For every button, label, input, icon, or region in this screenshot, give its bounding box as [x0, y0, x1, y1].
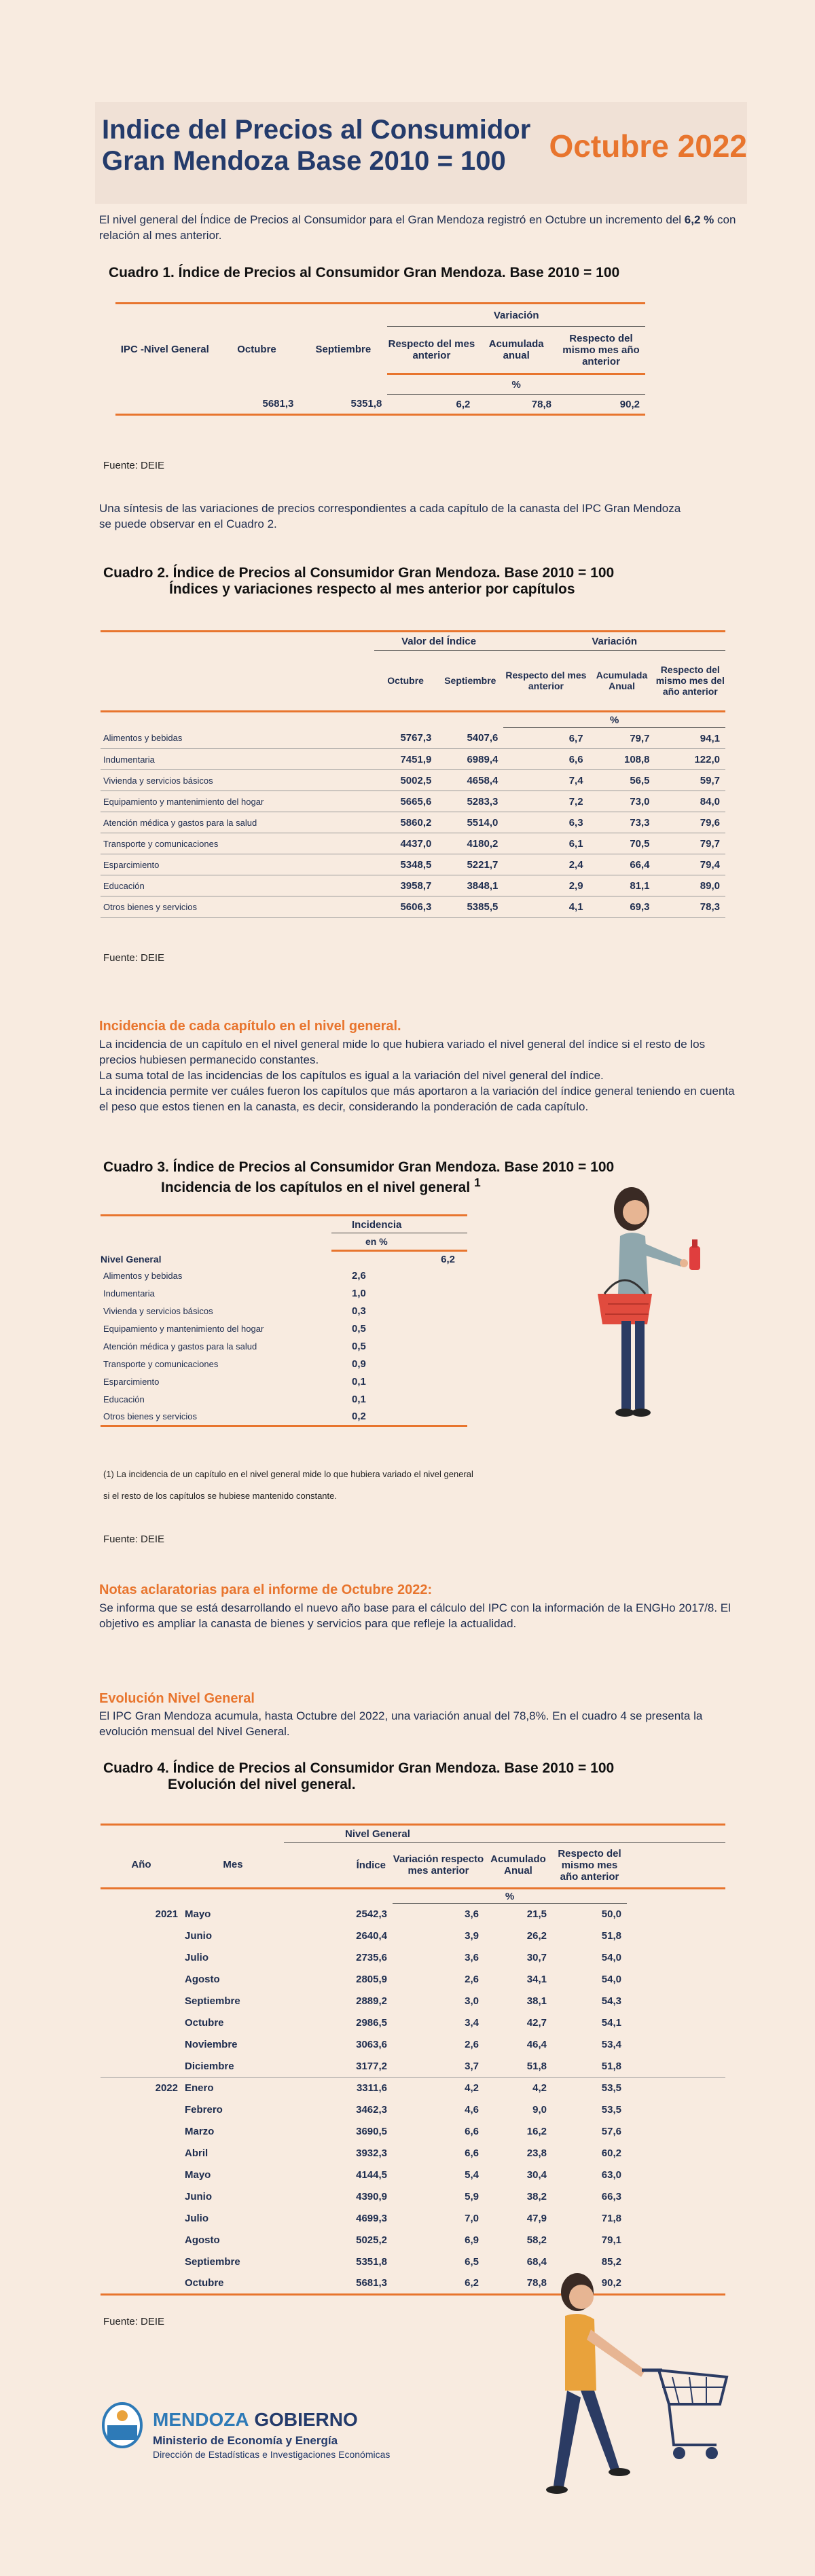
mismo-cell: 57,6 — [601, 2126, 621, 2137]
value-cell: 4180,2 — [467, 837, 499, 850]
mismo-cell: 53,4 — [601, 2039, 621, 2050]
table-row — [101, 854, 725, 875]
cuadro1-val-acum: 78,8 — [531, 398, 551, 410]
anio-cell — [101, 2186, 182, 2208]
table-row — [101, 2164, 725, 2186]
mes-cell: Julio — [185, 1952, 209, 1963]
evolucion-heading: Evolución Nivel General — [99, 1691, 255, 1706]
acum-cell: 38,2 — [526, 2191, 547, 2202]
mes-cell: Septiembre — [185, 2256, 240, 2268]
cuadro1-col-mes: Respecto del mes anterior — [388, 338, 475, 361]
var-cell: 3,7 — [465, 2060, 479, 2072]
mes-cell: Agosto — [185, 2234, 220, 2246]
cuadro3-unit: en % — [331, 1233, 467, 1251]
acum-cell: 9,0 — [532, 2104, 547, 2116]
value-cell: 69,3 — [630, 901, 650, 913]
table-row — [101, 2099, 725, 2121]
acum-cell: 4,2 — [532, 2082, 547, 2094]
var-cell: 7,0 — [465, 2213, 479, 2224]
cuadro3-col: Incidencia — [331, 1216, 467, 1233]
mes-cell: Agosto — [185, 1974, 220, 1985]
mismo-cell: 53,5 — [601, 2082, 621, 2094]
table-row — [101, 2121, 725, 2143]
brand-mendoza: MENDOZA — [153, 2409, 249, 2430]
cuadro1-variacion: Variación — [387, 304, 645, 327]
acum-cell: 26,2 — [526, 1930, 547, 1942]
cuadro1-title: Cuadro 1. Índice de Precios al Consumidor Gran Mendoza. Base 2010 = 100 — [109, 265, 620, 280]
value-cell: 3848,1 — [467, 879, 499, 892]
mes-cell: Septiembre — [185, 1995, 240, 2007]
value-cell: 6,3 — [568, 816, 583, 829]
cuadro2-table — [101, 630, 725, 918]
incidencia-paragraph — [99, 1036, 738, 1114]
incidencia-p1: La incidencia de un capítulo en el nivel general mide lo que hubiera variado el nivel general del índice si el resto de los precios hubiesen permanecido constantes. — [99, 1038, 706, 1066]
table-row — [101, 728, 725, 749]
var-cell: 6,5 — [465, 2256, 479, 2268]
intro-paragraph — [99, 212, 738, 243]
incidencia-p2: La suma total de las incidencias de los capítulos es igual a la variación del nivel general del índice. — [99, 1069, 604, 1082]
value-cell: 5860,2 — [400, 816, 432, 829]
anio-cell — [101, 2230, 182, 2251]
table-row — [101, 1303, 467, 1320]
value-cell: 0,9 — [352, 1358, 366, 1370]
acum-cell: 68,4 — [526, 2256, 547, 2268]
category-cell: Vivienda y servicios básicos — [103, 1306, 213, 1316]
mes-cell: Enero — [185, 2082, 214, 2094]
evolucion-paragraph: El IPC Gran Mendoza acumula, hasta Octubre del 2022, una variación anual del 78,8%. En el cuadro 4 se presenta la evolución mensual del Nivel General. — [99, 1709, 703, 1738]
table-row — [101, 1285, 467, 1303]
cuadro1-val-mes: 6,2 — [456, 398, 471, 410]
value-cell: 89,0 — [700, 879, 720, 892]
value-cell: 79,7 — [630, 732, 650, 744]
anio-cell — [101, 2143, 182, 2164]
cuadro3-title-text: Cuadro 3. Índice de Precios al Consumidor Gran Mendoza. Base 2010 = 100 — [103, 1159, 615, 1175]
anio-cell: 2021 — [155, 1908, 178, 1920]
cuadro1-table — [115, 302, 645, 416]
ind-cell: 4699,3 — [356, 2213, 387, 2224]
table-row — [101, 2186, 725, 2208]
ind-cell: 5025,2 — [356, 2234, 387, 2246]
anio-cell — [101, 2012, 182, 2034]
mismo-cell: 53,5 — [601, 2104, 621, 2116]
mes-cell: Mayo — [185, 1908, 211, 1920]
ind-cell: 3690,5 — [356, 2126, 387, 2137]
category-cell: Alimentos y bebidas — [103, 1271, 183, 1281]
var-cell: 4,2 — [465, 2082, 479, 2094]
anio-cell — [101, 1991, 182, 2012]
mes-cell: Octubre — [185, 2017, 224, 2029]
table-row — [101, 1391, 467, 1409]
shopper-basket-illustration — [581, 1178, 717, 1450]
ind-cell: 3932,3 — [356, 2147, 387, 2159]
cuadro4-fuente: Fuente: DEIE — [103, 2316, 165, 2327]
category-cell: Alimentos y bebidas — [103, 733, 183, 744]
brand-ministry: Ministerio de Economía y Energía — [153, 2434, 338, 2447]
var-cell: 2,6 — [465, 2039, 479, 2050]
cuadro4-subtitle: Evolución del nivel general. — [168, 1777, 356, 1792]
table-row — [101, 2012, 725, 2034]
cuadro3-nivel-value: 6,2 — [441, 1253, 455, 1265]
report-title — [102, 114, 530, 177]
intro-text-end: con relación al mes anterior. — [99, 213, 736, 242]
table-row — [101, 2230, 725, 2251]
var-cell: 6,6 — [465, 2147, 479, 2159]
ind-cell: 3063,6 — [356, 2039, 387, 2050]
anio-cell — [101, 2034, 182, 2056]
value-cell: 1,0 — [352, 1288, 366, 1299]
value-cell: 0,3 — [352, 1305, 366, 1317]
value-cell: 5283,3 — [467, 795, 499, 808]
value-cell: 7,4 — [568, 774, 583, 786]
cuadro1-col-acum: Acumulada anual — [488, 338, 544, 361]
value-cell: 5665,6 — [400, 795, 432, 808]
title-line-1: Indice del Precios al Consumidor — [102, 115, 531, 145]
anio-cell — [101, 2273, 182, 2295]
cuadro1-val-sep: 5351,8 — [350, 398, 382, 410]
mismo-cell: 60,2 — [601, 2147, 621, 2159]
table-row — [101, 833, 725, 854]
ind-cell: 5681,3 — [356, 2277, 387, 2289]
mes-cell: Noviembre — [185, 2039, 238, 2050]
ind-cell: 2889,2 — [356, 1995, 387, 2007]
mismo-cell: 54,1 — [601, 2017, 621, 2029]
var-cell: 2,6 — [465, 1974, 479, 1985]
cuadro2-title — [103, 565, 614, 598]
table-row — [101, 1409, 467, 1426]
value-cell: 0,1 — [352, 1394, 366, 1405]
table-row — [101, 1991, 725, 2012]
cuadro2-col-mes: Respecto del mes anterior — [505, 670, 587, 691]
cuadro3-table — [101, 1214, 467, 1427]
value-cell: 2,6 — [352, 1270, 366, 1282]
cuadro3-subtitle: Incidencia de los capítulos en el nivel general — [161, 1180, 471, 1195]
ind-cell: 2805,9 — [356, 1974, 387, 1985]
var-cell: 3,4 — [465, 2017, 479, 2029]
category-cell: Atención médica y gastos para la salud — [103, 817, 257, 828]
category-cell: Transporte y comunicaciones — [103, 838, 219, 849]
sintesis-paragraph: Una síntesis de las variaciones de precios correspondientes a cada capítulo de la canasta del IPC Gran Mendoza se puede observar en el Cuadro 2. — [99, 502, 681, 530]
table-row — [101, 749, 725, 770]
table-row — [101, 2034, 725, 2056]
category-cell: Educación — [103, 880, 145, 891]
value-cell: 122,0 — [694, 753, 720, 765]
mismo-cell: 66,3 — [601, 2191, 621, 2202]
acum-cell: 16,2 — [526, 2126, 547, 2137]
ind-cell: 4144,5 — [356, 2169, 387, 2181]
value-cell: 6,1 — [568, 837, 583, 850]
value-cell: 5606,3 — [400, 901, 432, 913]
acum-cell: 47,9 — [526, 2213, 547, 2224]
table-row — [101, 875, 725, 896]
cuadro1-pct: % — [387, 374, 645, 395]
mes-cell: Febrero — [185, 2104, 223, 2116]
mismo-cell: 51,8 — [601, 2060, 621, 2072]
acum-cell: 30,7 — [526, 1952, 547, 1963]
cuadro2-col-sep: Septiembre — [444, 675, 496, 686]
mes-cell: Junio — [185, 2191, 212, 2202]
var-cell: 6,6 — [465, 2126, 479, 2137]
var-cell: 3,9 — [465, 1930, 479, 1942]
value-cell: 7451,9 — [400, 753, 432, 765]
table-row — [101, 2143, 725, 2164]
category-cell: Otros bienes y servicios — [103, 1411, 197, 1422]
title-line-2: Gran Mendoza Base 2010 = 100 — [102, 146, 506, 176]
acum-cell: 34,1 — [526, 1974, 547, 1985]
table-row — [101, 2056, 725, 2078]
table-row — [101, 1947, 725, 1969]
table-row — [101, 1904, 725, 1925]
cuadro4-title — [103, 1760, 614, 1793]
cuadro3-nivel-label: Nivel General — [101, 1253, 162, 1265]
mismo-cell: 54,3 — [601, 1995, 621, 2007]
value-cell: 5348,5 — [400, 858, 432, 871]
category-cell: Transporte y comunicaciones — [103, 1359, 219, 1369]
mes-cell: Mayo — [185, 2169, 211, 2181]
var-cell: 3,0 — [465, 1995, 479, 2007]
mes-cell: Julio — [185, 2213, 209, 2224]
mismo-cell: 71,8 — [601, 2213, 621, 2224]
table-row — [101, 1925, 725, 1947]
var-cell: 5,9 — [465, 2191, 479, 2202]
value-cell: 0,5 — [352, 1323, 366, 1335]
mismo-cell: 51,8 — [601, 1930, 621, 1942]
category-cell: Equipamiento y mantenimiento del hogar — [103, 1324, 264, 1334]
value-cell: 59,7 — [700, 774, 720, 786]
value-cell: 4437,0 — [400, 837, 432, 850]
anio-cell — [101, 1969, 182, 1991]
value-cell: 2,4 — [568, 858, 583, 871]
anio-cell — [101, 1947, 182, 1969]
table-row — [101, 896, 725, 918]
shopper-cart-illustration — [516, 2268, 734, 2567]
cuadro2-col-acum: Acumulada Anual — [596, 670, 648, 691]
ind-cell: 2542,3 — [356, 1908, 387, 1920]
cuadro2-title-text: Cuadro 2. Índice de Precios al Consumidor Gran Mendoza. Base 2010 = 100 — [103, 565, 615, 581]
value-cell: 70,5 — [630, 837, 650, 850]
acum-cell: 78,8 — [526, 2277, 547, 2289]
value-cell: 6,7 — [568, 732, 583, 744]
var-cell: 3,6 — [465, 1908, 479, 1921]
intro-text: El nivel general del Índice de Precios al Consumidor para el Gran Mendoza registró en Octubre un incremento del — [99, 213, 685, 226]
cuadro4-col-var: Variación respecto mes anterior — [393, 1853, 484, 1876]
cuadro3-note2: si el resto de los capítulos se hubiese mantenido constante. — [103, 1491, 337, 1501]
anio-cell — [101, 2099, 182, 2121]
mismo-cell: 63,0 — [601, 2169, 621, 2181]
acum-cell: 51,8 — [526, 2060, 547, 2072]
anio-cell — [101, 2208, 182, 2230]
table-row — [101, 2208, 725, 2230]
acum-cell: 38,1 — [526, 1995, 547, 2007]
category-cell: Vivienda y servicios básicos — [103, 775, 213, 786]
category-cell: Educación — [103, 1394, 145, 1404]
value-cell: 56,5 — [630, 774, 650, 786]
ind-cell: 5351,8 — [356, 2256, 387, 2268]
value-cell: 5221,7 — [467, 858, 499, 871]
mes-cell: Octubre — [185, 2277, 224, 2289]
cuadro3-title — [103, 1159, 614, 1196]
value-cell: 5385,5 — [467, 901, 499, 913]
value-cell: 84,0 — [700, 795, 720, 808]
acum-cell: 30,4 — [526, 2169, 547, 2181]
cuadro2-pct: % — [503, 712, 725, 728]
cuadro1-col-oct: Octubre — [237, 343, 276, 355]
cuadro4-table — [101, 1824, 725, 2296]
cuadro1-col-sep: Septiembre — [315, 343, 372, 355]
cuadro1-col-anio: Respecto del mismo mes año anterior — [562, 332, 640, 367]
brand-title — [153, 2409, 358, 2431]
notas-heading: Notas aclaratorias para el informe de Octubre 2022: — [99, 1582, 433, 1597]
cuadro2-fuente: Fuente: DEIE — [103, 952, 165, 964]
value-cell: 4658,4 — [467, 774, 499, 786]
cuadro4-pct: % — [393, 1889, 627, 1904]
table-row — [101, 812, 725, 833]
cuadro4-group: Nivel General — [284, 1825, 725, 1843]
cuadro1-row-header: IPC -Nivel General — [120, 343, 209, 355]
cuadro2-col-anio: Respecto del mismo mes del año anterior — [655, 664, 725, 697]
mes-cell: Abril — [185, 2147, 209, 2159]
value-cell: 94,1 — [700, 732, 720, 744]
intro-highlight: 6,2 % — [684, 213, 714, 226]
anio-cell — [101, 2251, 182, 2273]
acum-cell: 21,5 — [526, 1908, 547, 1921]
value-cell: 5407,6 — [467, 732, 499, 744]
table-row — [101, 1969, 725, 1991]
cuadro3-note1: (1) La incidencia de un capítulo en el nivel general mide lo que hubiera variado el nivel general — [103, 1469, 473, 1479]
table-row — [101, 2078, 725, 2099]
value-cell: 79,6 — [700, 816, 720, 829]
table-row — [101, 1373, 467, 1391]
ind-cell: 2640,4 — [356, 1930, 387, 1942]
incidencia-p3: La incidencia permite ver cuáles fueron los capítulos que más aportaron a la variación del índice general teniendo en cuenta el peso que estos tienen en la canasta, es decir, considerando la ponderación de cada capítulo. — [99, 1085, 735, 1113]
acum-cell: 23,8 — [526, 2147, 547, 2159]
category-cell: Otros bienes y servicios — [103, 901, 197, 912]
cuadro2-subtitle: Índices y variaciones respecto al mes anterior por capítulos — [169, 581, 575, 597]
var-cell: 6,2 — [465, 2277, 479, 2289]
mismo-cell: 50,0 — [601, 1908, 621, 1921]
table-row — [101, 1338, 467, 1356]
ind-cell: 3311,6 — [356, 2082, 387, 2094]
value-cell: 7,2 — [568, 795, 583, 808]
var-cell: 3,6 — [465, 1952, 479, 1963]
ind-cell: 2735,6 — [356, 1952, 387, 1963]
acum-cell: 42,7 — [526, 2017, 547, 2029]
mes-cell: Marzo — [185, 2126, 215, 2137]
category-cell: Indumentaria — [103, 754, 155, 765]
value-cell: 66,4 — [630, 858, 650, 871]
anio-cell — [101, 2164, 182, 2186]
cuadro2-col-oct: Octubre — [387, 675, 424, 686]
anio-cell — [101, 2121, 182, 2143]
value-cell: 2,9 — [568, 879, 583, 892]
category-cell: Esparcimiento — [103, 859, 160, 870]
value-cell: 108,8 — [623, 753, 650, 765]
value-cell: 78,3 — [700, 901, 720, 913]
cuadro1-val-oct: 5681,3 — [262, 398, 294, 410]
value-cell: 0,2 — [352, 1411, 366, 1423]
value-cell: 6,6 — [568, 753, 583, 765]
table-row — [101, 1356, 467, 1373]
report-period: Octubre 2022 — [549, 128, 747, 164]
cuadro1-fuente: Fuente: DEIE — [103, 460, 165, 471]
value-cell: 73,3 — [630, 816, 650, 829]
cuadro4-col-anio: Año — [131, 1859, 151, 1871]
value-cell: 0,1 — [352, 1376, 366, 1387]
value-cell: 0,5 — [352, 1341, 366, 1352]
ind-cell: 2986,5 — [356, 2017, 387, 2029]
ind-cell: 3462,3 — [356, 2104, 387, 2116]
value-cell: 81,1 — [630, 879, 650, 892]
cuadro1-val-anio: 90,2 — [619, 398, 640, 410]
ind-cell: 3177,2 — [356, 2060, 387, 2072]
table-row — [101, 770, 725, 791]
value-cell: 6989,4 — [467, 753, 499, 765]
acum-cell: 58,2 — [526, 2234, 547, 2246]
value-cell: 79,7 — [700, 837, 720, 850]
var-cell: 6,9 — [465, 2234, 479, 2246]
cuadro1-empty — [115, 395, 215, 415]
cuadro4-col-mismo: Respecto del mismo mes año anterior — [558, 1847, 621, 1883]
ind-cell: 4390,9 — [356, 2191, 387, 2202]
table-row — [101, 1320, 467, 1338]
value-cell: 73,0 — [630, 795, 650, 808]
brand-direction: Dirección de Estadísticas e Investigaciones Económicas — [153, 2449, 391, 2460]
anio-cell — [101, 2056, 182, 2078]
cuadro3-sup: 1 — [474, 1176, 481, 1189]
report-header — [95, 102, 747, 204]
value-cell: 5002,5 — [400, 774, 432, 786]
value-cell: 3958,7 — [400, 879, 432, 892]
brand-gobierno: GOBIERNO — [249, 2409, 358, 2430]
cuadro4-col-acum: Acumulado Anual — [490, 1853, 546, 1876]
value-cell: 5514,0 — [467, 816, 499, 829]
cuadro4-title-text: Cuadro 4. Índice de Precios al Consumidor Gran Mendoza. Base 2010 = 100 — [103, 1760, 615, 1776]
category-cell: Indumentaria — [103, 1288, 155, 1299]
anio-cell — [101, 1925, 182, 1947]
var-cell: 4,6 — [465, 2104, 479, 2116]
table-row — [101, 791, 725, 812]
value-cell: 79,4 — [700, 858, 720, 871]
incidencia-heading: Incidencia de cada capítulo en el nivel general. — [99, 1019, 401, 1034]
value-cell: 4,1 — [568, 901, 583, 913]
mismo-cell: 54,0 — [601, 1974, 621, 1985]
category-cell: Atención médica y gastos para la salud — [103, 1341, 257, 1352]
acum-cell: 46,4 — [526, 2039, 547, 2050]
category-cell: Equipamiento y mantenimiento del hogar — [103, 796, 264, 807]
mes-cell: Junio — [185, 1930, 212, 1942]
cuadro2-valor: Valor del Índice — [374, 632, 504, 651]
mes-cell: Diciembre — [185, 2060, 234, 2072]
table-row — [101, 1267, 467, 1285]
cuadro3-fuente: Fuente: DEIE — [103, 1534, 165, 1545]
mismo-cell: 79,1 — [601, 2234, 621, 2246]
value-cell: 5767,3 — [400, 732, 432, 744]
mismo-cell: 85,2 — [601, 2256, 621, 2268]
category-cell: Esparcimiento — [103, 1377, 160, 1387]
notas-paragraph: Se informa que se está desarrollando el nuevo año base para el cálculo del IPC con la información de la ENGHo 2017/8. El objetivo es ampliar la canasta de bienes y servicios para que refleje la actualidad. — [99, 1601, 731, 1630]
mismo-cell: 54,0 — [601, 1952, 621, 1963]
mismo-cell: 90,2 — [601, 2277, 621, 2289]
var-cell: 5,4 — [465, 2169, 479, 2181]
cuadro4-col-mes: Mes — [223, 1859, 243, 1871]
mendoza-seal-icon — [101, 2401, 144, 2450]
anio-cell: 2022 — [155, 2082, 178, 2094]
cuadro2-variacion: Variación — [503, 632, 725, 651]
cuadro4-col-ind: Índice — [356, 1859, 386, 1871]
